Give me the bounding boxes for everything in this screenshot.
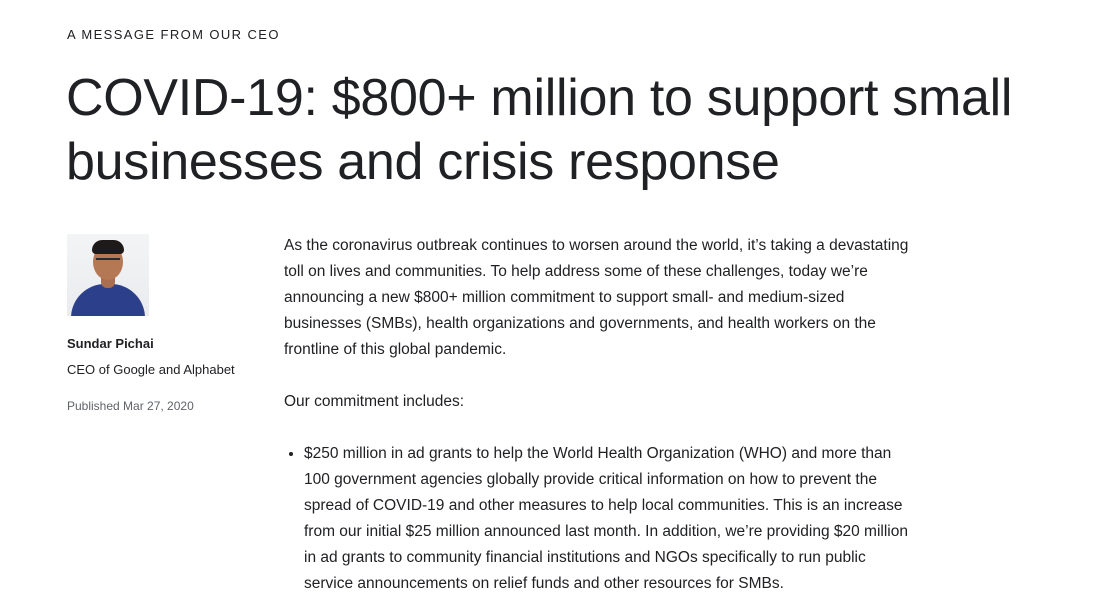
author-role: CEO of Google and Alphabet xyxy=(67,362,235,377)
published-date: Published Mar 27, 2020 xyxy=(67,399,194,413)
list-item: • $250 million in ad grants to help the World Health Organization (WHO) and more than 100 government agencies globally provide critical information on how to prevent the spread of COVID-19 and other measures to help local communities. This is an increase from our initial $25 million announced last month. In addition, we’re providing $20 million in ad grants to community financial institutions and NGOs specifically to run public service announcements on relief funds and other resources for SMBs. xyxy=(304,441,920,597)
author-avatar xyxy=(67,234,149,316)
intro-paragraph: As the coronavirus outbreak continues to worsen around the world, it’s taking a devastating toll on lives and communities. To help address some of these challenges, today we’re announcing a new $800+ million commitment to support small- and medium-sized businesses (SMBs), health organizations and governments, and health workers on the frontline of this global pandemic. xyxy=(284,237,909,358)
article-body xyxy=(284,233,920,597)
author-name: Sundar Pichai xyxy=(67,336,154,351)
eyebrow-label: A MESSAGE FROM OUR CEO xyxy=(67,27,280,42)
page-title: COVID-19: $800+ million to support small businesses and crisis response xyxy=(66,69,1013,191)
author-block xyxy=(67,234,267,414)
commitment-intro: Our commitment includes: xyxy=(284,393,465,410)
commitment-list xyxy=(284,441,920,597)
